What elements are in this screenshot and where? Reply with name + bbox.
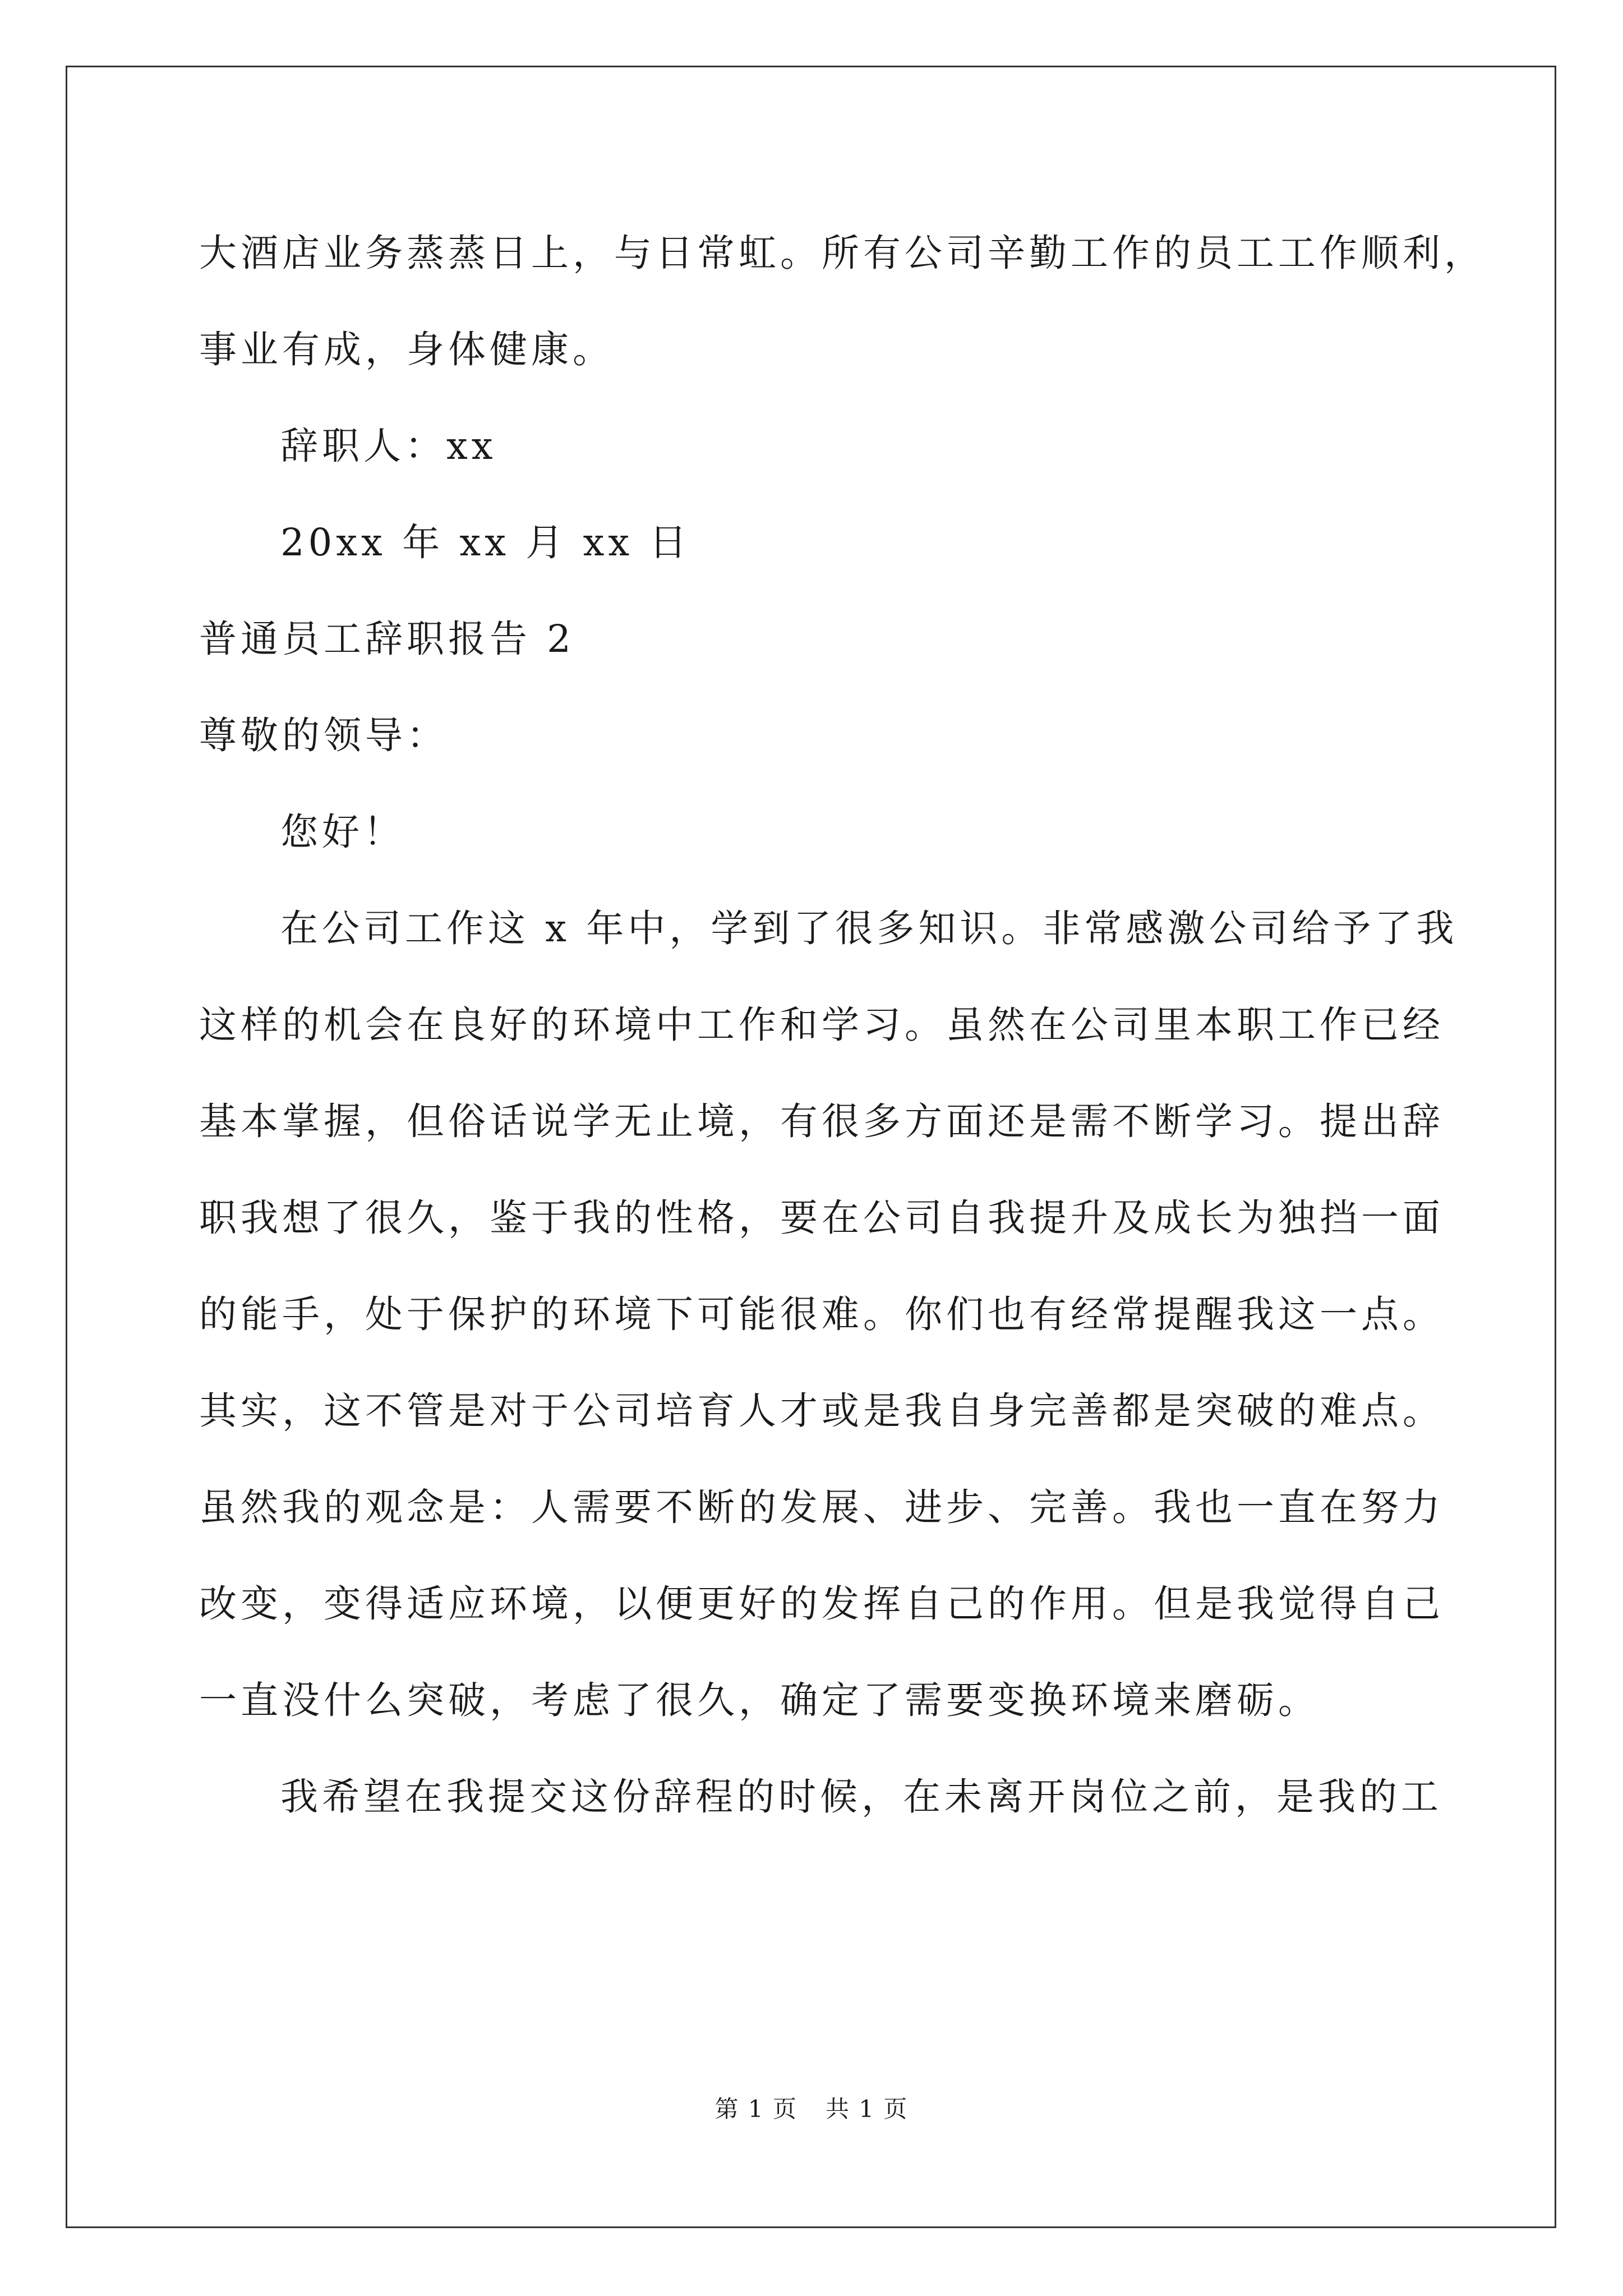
text-line: 其实，这不管是对于公司培育人才或是我自身完善都是突破的难点。 bbox=[199, 1389, 1444, 1433]
text-line: 事业有成，身体健康。 bbox=[199, 328, 614, 371]
text-line: 职我想了很久，鉴于我的性格，要在公司自我提升及成长为独挡一面 bbox=[199, 1196, 1444, 1240]
text-line: 在公司工作这 x 年中，学到了很多知识。非常感激公司给予了我 bbox=[280, 907, 1458, 950]
text-line: 这样的机会在良好的环境中工作和学习。虽然在公司里本职工作已经 bbox=[199, 1003, 1444, 1047]
greeting: 您好！ bbox=[280, 810, 405, 854]
section-title: 普通员工辞职报告 2 bbox=[199, 617, 575, 661]
text-line: 大酒店业务蒸蒸日上，与日常虹。所有公司辛勤工作的员工工作顺利， bbox=[199, 231, 1486, 275]
signature-line: 辞职人：xx bbox=[280, 424, 497, 468]
document-body bbox=[199, 205, 1486, 1845]
salutation: 尊敬的领导： bbox=[199, 714, 448, 757]
text-line: 虽然我的观念是：人需要不断的发展、进步、完善。我也一直在努力 bbox=[199, 1485, 1444, 1529]
date-line: 20xx 年 xx 月 xx 日 bbox=[280, 521, 691, 564]
text-line: 基本掌握，但俗话说学无止境，有很多方面还是需不断学习。提出辞 bbox=[199, 1099, 1444, 1143]
page-number: 第 1 页 bbox=[714, 2095, 797, 2123]
text-line: 的能手，处于保护的环境下可能很难。你们也有经常提醒我这一点。 bbox=[199, 1292, 1444, 1336]
text-line: 一直没什么突破，考虑了很久，确定了需要变换环境来磨砺。 bbox=[199, 1678, 1320, 1722]
page-total: 共 1 页 bbox=[826, 2095, 909, 2123]
text-line: 我希望在我提交这份辞程的时候，在未离开岗位之前，是我的工 bbox=[280, 1775, 1442, 1819]
page-footer bbox=[0, 2092, 1623, 2126]
text-line: 改变，变得适应环境，以便更好的发挥自己的作用。但是我觉得自己 bbox=[199, 1582, 1444, 1626]
